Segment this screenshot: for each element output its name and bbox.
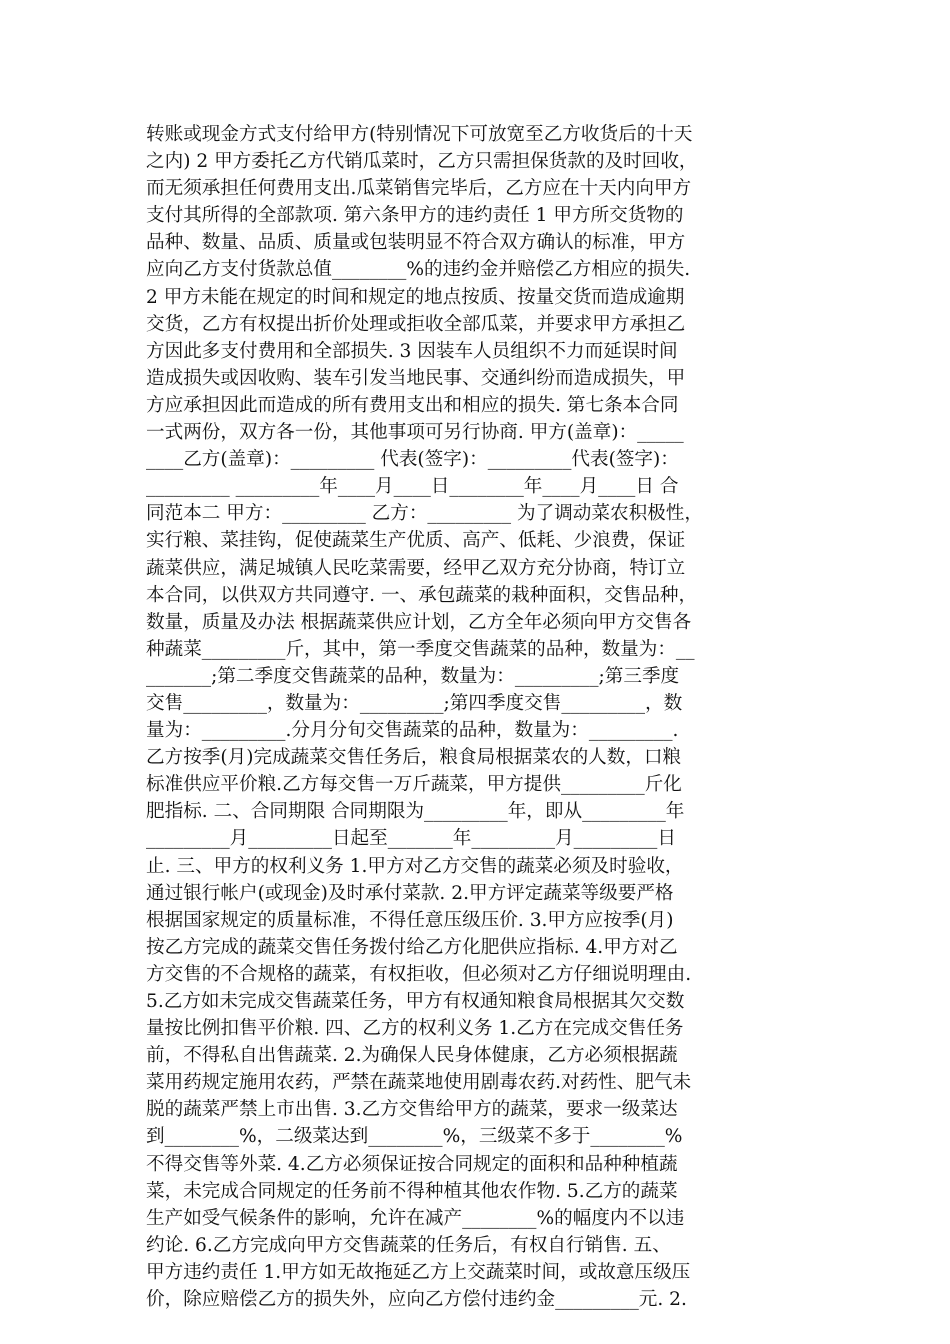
text-line: 而无须承担任何费用支出.瓜菜销售完毕后，乙方应在十天内向甲方 — [146, 178, 692, 200]
text-line: 同范本二 甲方：_________ 乙方：_________ 为了调动菜农积极性， — [146, 503, 703, 525]
text-line: 造成损失或因收购、装车引发当地民事、交通纠纷而造成损失，甲 — [146, 367, 686, 389]
text-line: 蔬菜供应，满足城镇人民吃菜需要，经甲乙双方充分协商，特订立 — [146, 557, 686, 579]
text-line: 方因此多支付费用和全部损失. 3 因装车人员组织不力而延误时间 — [146, 340, 678, 362]
text-line: 量按比例扣售平价粮. 四、乙方的权利义务 1.乙方在完成交售任务 — [146, 1018, 684, 1040]
text-line: 2 甲方未能在规定的时间和规定的地点按质、按量交货而造成逾期 — [146, 286, 685, 308]
text-line: 转账或现金方式支付给甲方(特别情况下可放宽至乙方收货后的十天 — [146, 124, 693, 145]
text-line: 方交售的不合规格的蔬菜，有权拒收，但必须对乙方仔细说明理由. — [146, 963, 692, 985]
text-line: 之内) 2 甲方委托乙方代销瓜菜时，乙方只需担保货款的及时回收， — [146, 151, 698, 173]
contract-body-text — [146, 121, 808, 1313]
text-line: _______;第二季度交售蔬菜的品种，数量为：_________;第三季度 — [146, 665, 680, 687]
text-line: 生产如受气候条件的影响，允许在减产________%的幅度内不以违 — [146, 1207, 685, 1229]
text-line: ____乙方(盖章)：_________ 代表(签字)：_________代表(签字)： — [146, 449, 679, 471]
text-line: 支付其所得的全部款项. 第六条甲方的违约责任 1 甲方所交货物的 — [146, 205, 684, 227]
text-line: 实行粮、菜挂钩，促使蔬菜生产优质、高产、低耗、少浪费，保证 — [146, 530, 686, 552]
text-line: 一式两份，双方各一份，其他事项可另行协商. 甲方(盖章)：_____ — [146, 422, 684, 444]
text-line: 菜用药规定施用农药，严禁在蔬菜地使用剧毒农药.对药性、肥气未 — [146, 1072, 692, 1094]
text-line: 方应承担因此而造成的所有费用支出和相应的损失. 第七条本合同 — [146, 394, 679, 416]
text-line: 标准供应平价粮.乙方每交售一万斤蔬菜，甲方提供_________斤化 — [146, 774, 682, 796]
text-line: 交货，乙方有权提出折价处理或拒收全部瓜菜，并要求甲方承担乙 — [146, 313, 686, 335]
text-line: 脱的蔬菜严禁上市出售. 3.乙方交售给甲方的蔬菜，要求一级菜达 — [146, 1099, 678, 1121]
text-line: 到________%，二级菜达到________%，三级菜不多于________% — [146, 1126, 683, 1148]
text-line: 5.乙方如未完成交售蔬菜任务，甲方有权通知粮食局根据其欠交数 — [146, 991, 685, 1012]
text-line: 数量，质量及办法 根据蔬菜供应计划，乙方全年必须向甲方交售各 — [146, 611, 692, 633]
text-line: 按乙方完成的蔬菜交售任务拨付给乙方化肥供应指标. 4.甲方对乙 — [146, 936, 678, 958]
text-line: 约论. 6.乙方完成向甲方交售蔬菜的任务后，有权自行销售. 五、 — [146, 1234, 671, 1256]
text-line: 种蔬菜_________斤，其中，第一季度交售蔬菜的品种，数量为：__ — [146, 638, 695, 660]
text-line: 根据国家规定的质量标准，不得任意压级压价. 3.甲方应按季(月) — [146, 909, 674, 931]
text-line: 肥指标. 二、合同期限 合同期限为_________年，即从_________年 — [146, 801, 685, 823]
text-line: 本合同，以供双方共同遵守. 一、承包蔬菜的栽种面积，交售品种， — [146, 584, 698, 606]
text-line: 乙方按季(月)完成蔬菜交售任务后，粮食局根据菜农的人数，口粮 — [146, 747, 682, 769]
text-line: 甲方违约责任 1.甲方如无故拖延乙方上交蔬菜时间，或故意压级压 — [146, 1261, 691, 1283]
text-line: 量为：_________.分月分旬交售蔬菜的品种，数量为：_________. — [146, 720, 679, 742]
text-line: 价，除应赔偿乙方的损失外，应向乙方偿付违约金_________元. 2. — [146, 1289, 687, 1311]
text-line: 通过银行帐户(或现金)及时承付菜款. 2.甲方评定蔬菜等级要严格 — [146, 882, 674, 904]
text-line: 菜，未完成合同规定的任务前不得种植其他农作物. 5.乙方的蔬菜 — [146, 1180, 678, 1202]
text-line: _________月_________日起至_______年_________月_________日 — [146, 828, 676, 850]
text-line: 止. 三、甲方的权利义务 1.甲方对乙方交售的蔬菜必须及时验收， — [146, 855, 684, 877]
text-line: 前，不得私自出售蔬菜. 2.为确保人民身体健康，乙方必须根据蔬 — [146, 1045, 678, 1067]
text-line: 不得交售等外菜. 4.乙方必须保证按合同规定的面积和品种种植蔬 — [146, 1153, 678, 1175]
text-line: 交售_________，数量为：_________;第四季度交售_________，数 — [146, 692, 683, 714]
text-line: 应向乙方支付货款总值________%的违约金并赔偿乙方相应的损失. — [146, 259, 691, 281]
text-line: _________ _________年____月____日________年____月____日 合 — [146, 476, 679, 498]
text-line: 品种、数量、品质、质量或包装明显不符合双方确认的标准，甲方 — [146, 232, 686, 254]
